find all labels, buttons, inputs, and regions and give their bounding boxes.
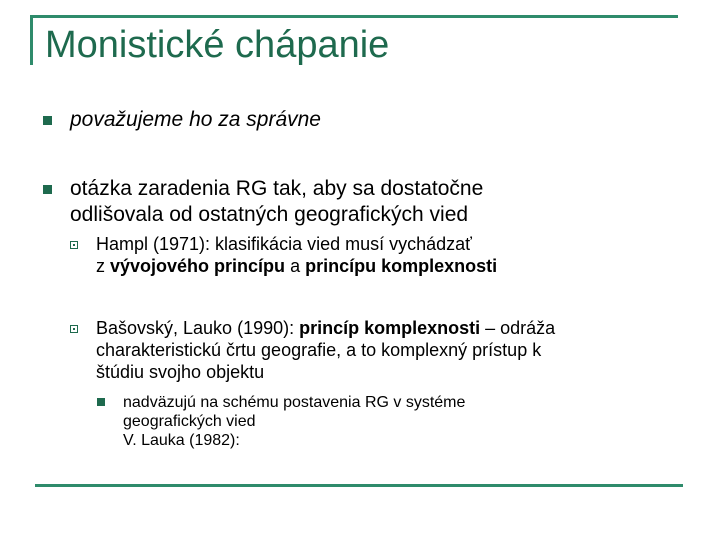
title-frame-left-rule	[30, 15, 33, 65]
square-bullet-icon	[97, 398, 105, 406]
sub-bullet-item: Bašovský, Lauko (1990): princíp komplexnosti – odráža charakteristickú črtu geografie, a to komplexný prístup k štúdiu svojho objektu	[96, 318, 556, 382]
bottom-rule	[35, 484, 683, 487]
slide-title: Monistické chápanie	[45, 24, 390, 66]
hollow-square-bullet-icon	[70, 241, 78, 249]
square-bullet-icon	[43, 185, 52, 194]
sub-sub-bullet-item: nadväzujú na schému postavenia RG v systéme geografických vied V. Lauka (1982):	[123, 394, 466, 449]
bullet-item: považujeme ho za správne	[70, 108, 321, 131]
hollow-square-bullet-icon	[70, 325, 78, 333]
sub-bullet-item: Hampl (1971): klasifikácia vied musí vychádzať z vývojového princípu a princípu komplexnosti	[96, 234, 498, 276]
square-bullet-icon	[43, 116, 52, 125]
bullet-item: otázka zaradenia RG tak, aby sa dostatočne odlišovala od ostatných geografických vied	[70, 177, 484, 226]
title-frame-top-rule	[30, 15, 678, 18]
